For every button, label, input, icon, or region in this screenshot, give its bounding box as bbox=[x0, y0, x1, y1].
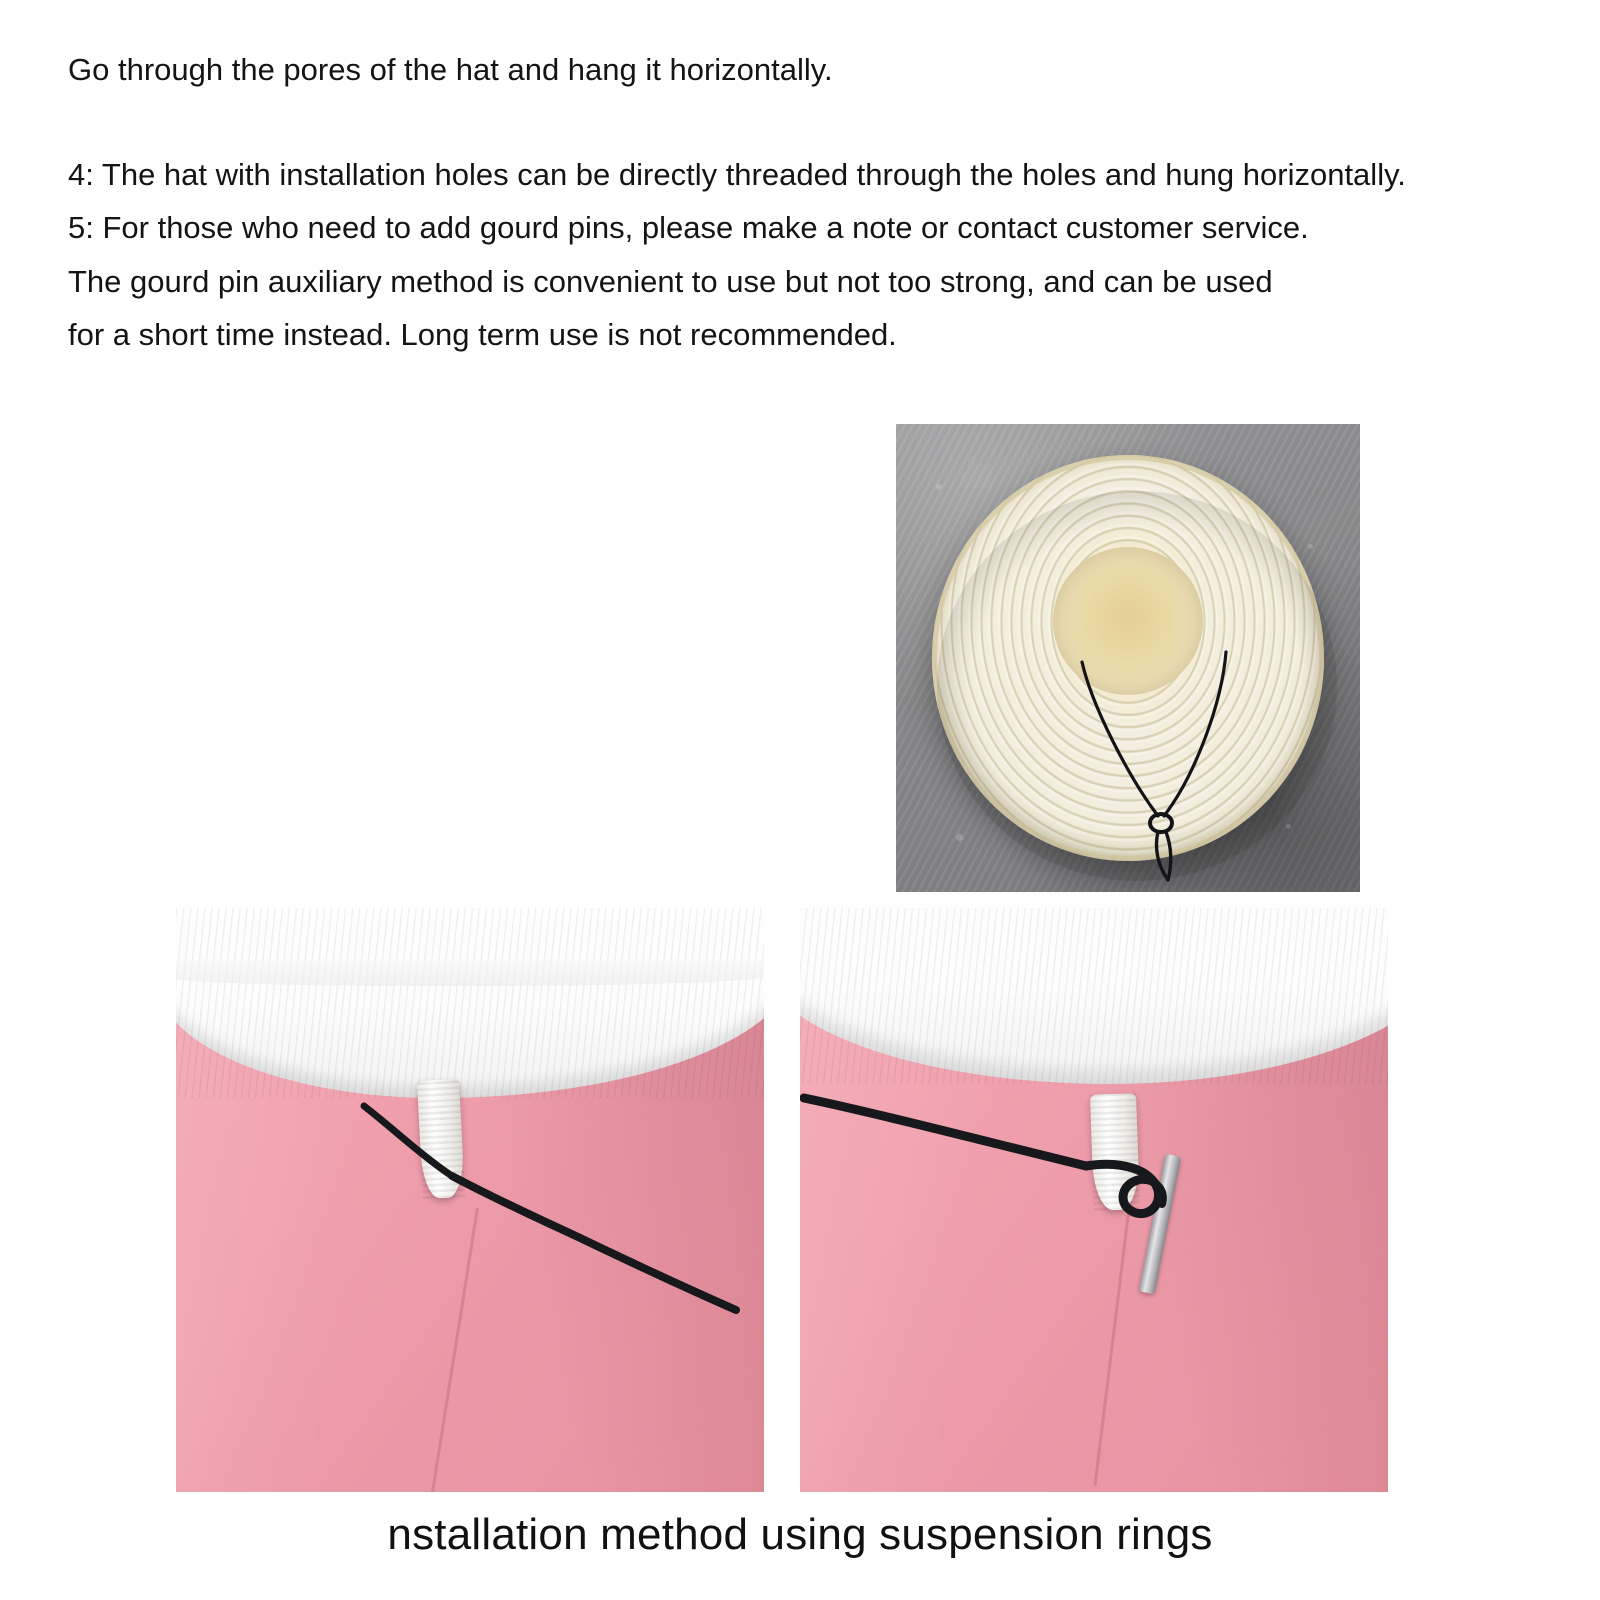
hat-top-photo bbox=[896, 424, 1360, 892]
instruction-line-4: 4: The hat with installation holes can be directly threaded through the holes and hung horizontally. bbox=[68, 157, 1406, 193]
instruction-line-5-cont-1: The gourd pin auxiliary method is convenient to use but not too strong, and can be used bbox=[68, 263, 1273, 299]
figure-caption: nstallation method using suspension rings bbox=[387, 1510, 1213, 1559]
detail-photo-left bbox=[176, 908, 764, 1492]
instruction-line-5: 5: For those who need to add gourd pins, please make a note or contact customer service. bbox=[68, 210, 1309, 246]
instruction-line-5-cont-2: for a short time instead. Long term use is not recommended. bbox=[68, 316, 897, 352]
instruction-text-block bbox=[68, 48, 1528, 361]
lead-line: Go through the pores of the hat and hang it horizontally. bbox=[68, 52, 833, 87]
elastic-cord-overlay bbox=[896, 424, 1360, 892]
black-cord-right bbox=[800, 908, 1388, 1492]
detail-photo-right bbox=[800, 908, 1388, 1492]
black-cord-left bbox=[176, 908, 764, 1492]
